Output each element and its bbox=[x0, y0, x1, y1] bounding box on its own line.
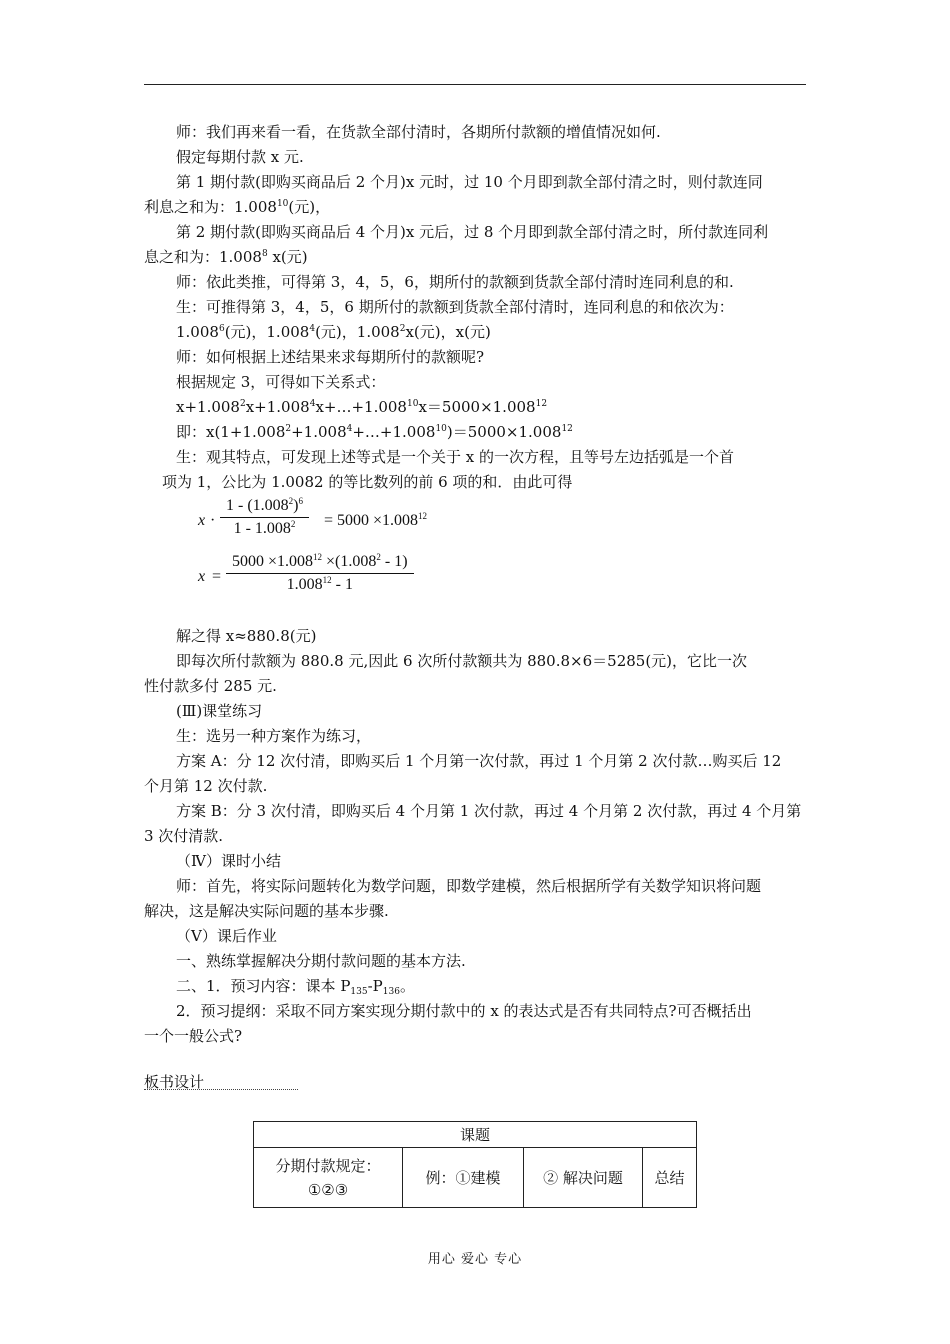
formula-variable: x bbox=[198, 568, 206, 585]
section-heading: （Ⅳ）课时小结 bbox=[176, 852, 281, 870]
paragraph: 息之和为：1.008$^8$ x(元) bbox=[144, 248, 308, 266]
paragraph: 师：我们再来看一看，在货款全部付清时，各期所付款额的增值情况如何. bbox=[176, 123, 661, 141]
paragraph: 第 2 期付款(即购买商品后 4 个月)x 元后，过 8 个月即到款全部付清之时，所付款连同利 bbox=[176, 223, 769, 241]
board-title-cell: 课题 bbox=[254, 1122, 697, 1148]
paragraph: 师：首先，将实际问题转化为数学问题，即数学建模，然后根据所学有关数学知识将问题 bbox=[176, 877, 762, 895]
formula-fraction: $\frac{1 - (1.008^2)^6}{1 - 1.008^2}$ bbox=[220, 497, 309, 538]
board-heading-underline bbox=[144, 1089, 298, 1090]
board-cell-solving: ② 解决问题 bbox=[524, 1148, 643, 1208]
paragraph: 根据规定 3，可得如下关系式： bbox=[176, 373, 386, 391]
paragraph: 利息之和为：1.008$^{10}$(元)， bbox=[144, 198, 331, 216]
section-heading: （Ⅴ）课后作业 bbox=[176, 927, 277, 945]
formula-block bbox=[144, 497, 808, 622]
paragraph: 假定每期付款 x 元. bbox=[176, 148, 304, 166]
equation-line: 即：$x(1+1.008^2+1.008^4+\dots+1.008^{10})=5000\times 1.008^{12}$ bbox=[176, 423, 573, 441]
paragraph: 师：如何根据上述结果来求每期所付的款额呢? bbox=[176, 348, 485, 366]
formula-dot: · bbox=[210, 512, 216, 529]
section-heading: (Ⅲ)课堂练习 bbox=[176, 702, 263, 720]
formula-rhs: = $5000 \times 1.008^{12}$ bbox=[324, 511, 428, 529]
board-cell-modeling: 例：①建模 bbox=[403, 1148, 524, 1208]
board-cell-rules: 分期付款规定： ①②③ bbox=[254, 1148, 403, 1208]
paragraph: 一、熟练掌握解决分期付款问题的基本方法. bbox=[176, 952, 466, 970]
paragraph: 即每次所付款额为 880.8 元,因此 6 次所付款额共为 880.8×6＝5285(元)，它比一次 bbox=[176, 652, 748, 670]
paragraph: 个月第 12 次付款. bbox=[144, 777, 268, 795]
board-cell-summary: 总结 bbox=[643, 1148, 697, 1208]
board-design-table bbox=[253, 1121, 697, 1208]
paragraph: 方案 B：分 3 次付清，即购买后 4 个月第 1 次付款，再过 4 个月第 2 次付款，再过 4 个月第 bbox=[176, 802, 802, 820]
paragraph: 3 次付清款. bbox=[144, 827, 224, 845]
paragraph: 项为 1，公比为 1.0082 的等比数列的前 6 项的和．由此可得 bbox=[162, 473, 573, 491]
paragraph: 方案 A：分 12 次付清，即购买后 1 个月第一次付款，再过 1 个月第 2 次付款…购买后 12 bbox=[176, 752, 782, 770]
document-body bbox=[144, 120, 808, 1049]
formula-fraction: $\frac{5000 \times 1.008^{12} \times(1.008^2 - 1)}{1.008^{12} - 1}$ bbox=[226, 553, 414, 594]
paragraph: 性付款多付 285 元. bbox=[144, 677, 277, 695]
paragraph: 第 1 期付款(即购买商品后 2 个月)x 元时，过 10 个月即到款全部付清之时，则付款连同 bbox=[176, 173, 763, 191]
paragraph: 师：依此类推，可得第 3，4，5，6，期所付的款额到货款全部付清时连同利息的和. bbox=[176, 273, 734, 291]
paragraph: 解决，这是解决实际问题的基本步骤. bbox=[144, 902, 389, 920]
formula-variable: x bbox=[198, 512, 206, 529]
paragraph: 1.008$^6$(元)，1.008$^4$(元)，1.008$^2$x(元)，x(元) bbox=[176, 323, 491, 341]
paragraph: 解之得 x≈880.8(元) bbox=[176, 627, 317, 645]
paragraph: 生：选另一种方案作为练习， bbox=[176, 727, 372, 745]
equation-line: $x+1.008^2x+1.008^4x+\dots+1.008^{10}x=5000\times 1.008^{12}$ bbox=[176, 398, 548, 416]
paragraph: 一个一般公式? bbox=[144, 1027, 243, 1045]
paragraph: 2．预习提纲：采取不同方案实现分期付款中的 x 的表达式是否有共同特点?可否概括出 bbox=[176, 1002, 752, 1020]
paragraph: 生：可推得第 3，4，5，6 期所付的款额到货款全部付清时，连同利息的和依次为： bbox=[176, 298, 734, 316]
page-footer: 用心 爱心 专心 bbox=[427, 1252, 523, 1267]
paragraph: 二、1．预习内容：课本 $P_{135}-P_{136}$。 bbox=[176, 977, 415, 997]
formula-equals: = bbox=[212, 568, 222, 585]
board-design-heading: 板书设计 bbox=[144, 1073, 205, 1091]
header-rule bbox=[144, 84, 806, 85]
paragraph: 生：观其特点，可发现上述等式是一个关于 x 的一次方程，且等号左边括弧是一个首 bbox=[176, 448, 734, 466]
